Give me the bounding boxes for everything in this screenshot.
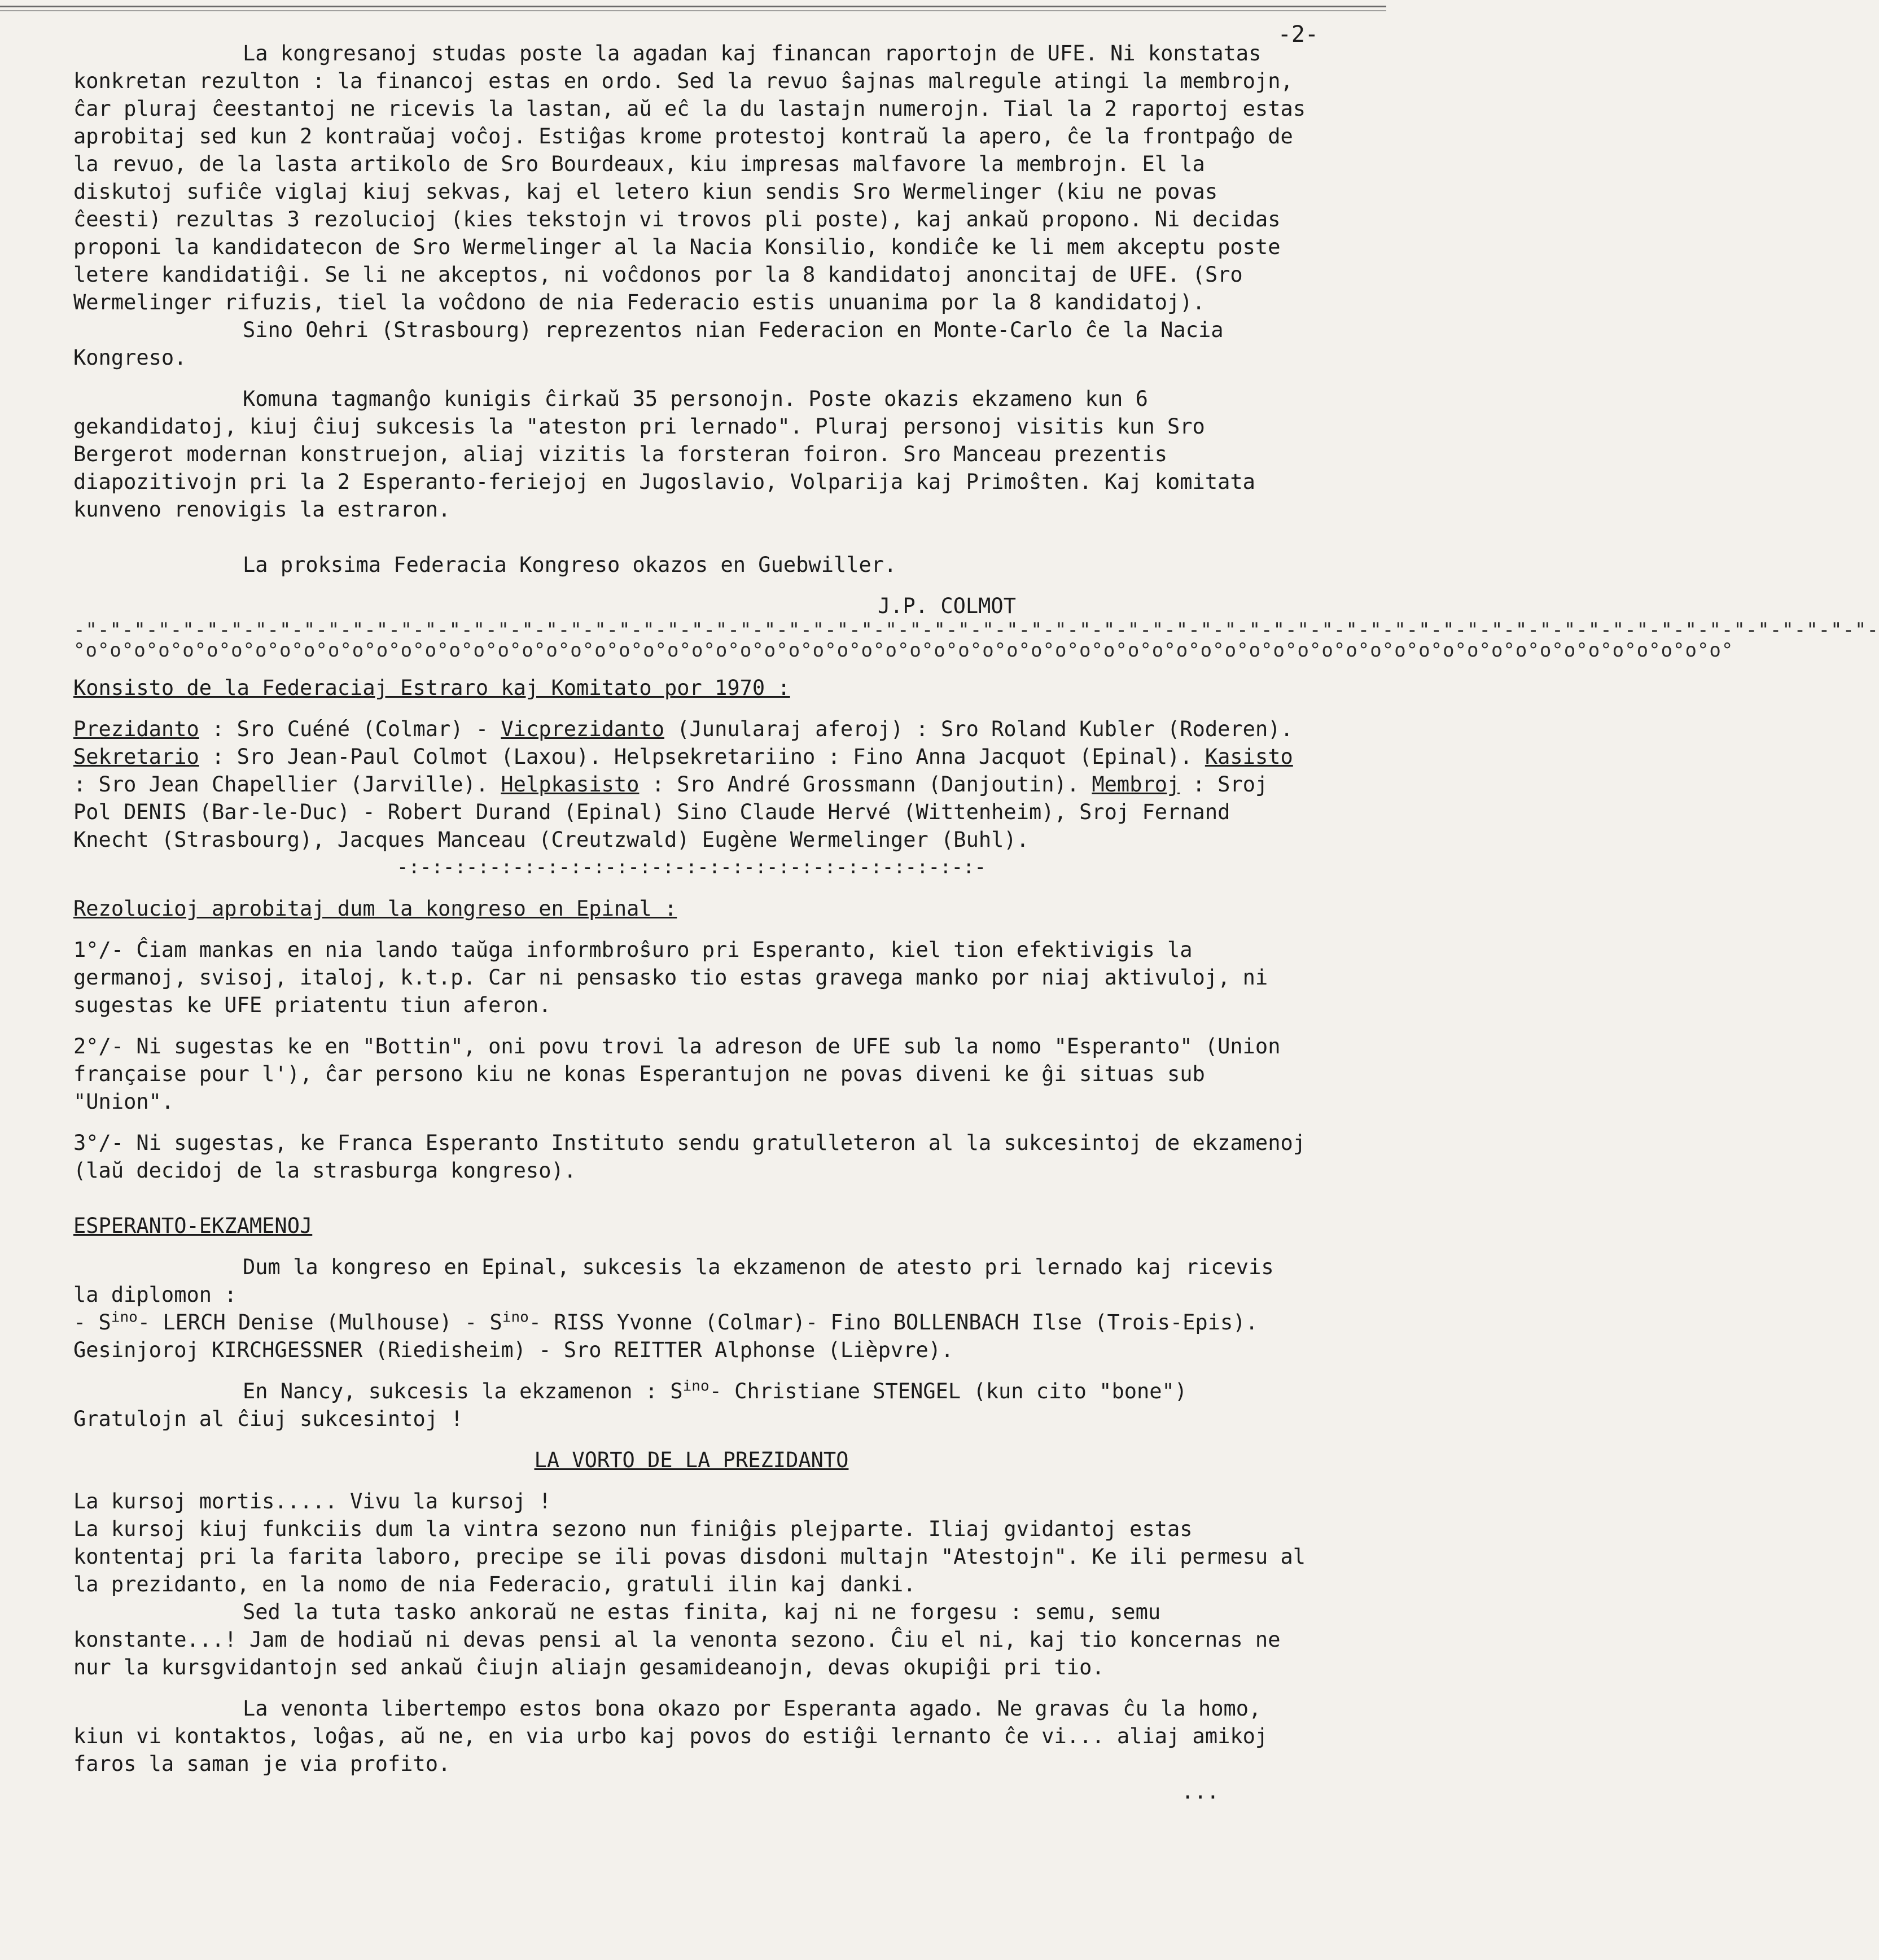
prezidanto-line1: La kursoj mortis..... Vivu la kursoj ! [73, 1489, 551, 1513]
paragraph-raportoj: La kongresanoj studas poste la agadan kaj financan raportojn de UFE. Ni konstatas konkretan rezulton : la financoj estas en ordo. Sed la revuo ŝajnas malregule atingi la membrojn, ĉar pluraj ĉeestantoj ne ricevis la lastan, aŭ eĉ la du lastajn numerojn. Tial la 2 raportoj estas aprobitaj sed kun 2 kontraŭaj voĉoj. Estiĝas krome protestoj kontraŭ la apero, ĉe la frontpaĝo de la revuo, de la lasta artikolo de Sro Bourdeaux, kiu impresas malfavore la membrojn. El la diskutoj sufiĉe viglaj kiuj sekvas, kaj el letero kiun sendis Sro Wermelinger (kiu ne povas ĉeesti) rezultas 3 rezolucioj (kies tekstojn vi trovos pli poste), kaj ankaŭ propono. Ni decidas proponi la kandidatecon de Sro Wermelinger al la Nacia Konsilio, kondiĉe ke li mem akceptu poste letere kandidatiĝi. Se li ne akceptos, ni voĉdonos por la 8 kandidatoj anoncitaj de UFE. (Sro Wermelinger rifuzis, tiel la voĉdono de nia Federacio estis unuanima por la 8 kandidatoj). [73, 41, 1319, 314]
top-rule [0, 6, 1386, 7]
vicprezidanto-text: (Junularaj aferoj) : Sro Roland Kubler (Roderen). [664, 717, 1306, 741]
sup-ino-1: ino [111, 1309, 138, 1326]
membroj-label: Membroj [1092, 772, 1180, 797]
nancy-part-2: - Christiane STENGEL (kun cito "bone") [709, 1379, 1188, 1403]
ekzamenoj-heading: ESPERANTO-EKZAMENOJ [73, 1214, 313, 1238]
estraro-list [73, 715, 1309, 854]
sukcesintoj-part-2: - RISS Yvonne (Colmar)- Fino BOLLENBACH Ilse (Trois-Epis). Gesinjoroj KIRCHGESSNER (Riedisheim) - Sro REITTER Alphonse (Lièpvre). [73, 1310, 1271, 1362]
helpkasisto-text: : Sro André Grossmann (Danjoutin). [639, 772, 1092, 797]
ekzamenoj-intro: Dum la kongreso en Epinal, sukcesis la ekzamenon de atesto pri lernado kaj ricevis la diplomon : [73, 1255, 1286, 1307]
page-number: -2- [1277, 21, 1319, 47]
rezolucioj-heading: Rezolucioj aprobitaj dum la kongreso en Epinal : [73, 896, 677, 921]
prezidanto-heading: LA VORTO DE LA PREZIDANTO [534, 1448, 849, 1472]
separator: -:-:-:-:-:-:-:-:-:-:-:-:-:-:-:-:-:-:-:-:-:-:-:-:-:- [397, 856, 986, 878]
paragraph-reprezentanto: Sino Oehri (Strasbourg) reprezentos nian Federacion en Monte-Carlo ĉe la Nacia Kongreso. [73, 318, 1236, 370]
nancy-part-1: En Nancy, sukcesis la ekzamenon : S [243, 1379, 683, 1403]
top-rule-2 [0, 10, 1386, 11]
sup-ino-2: ino [502, 1309, 529, 1326]
paragraph-proksima-kongreso: La proksima Federacia Kongreso okazos en Guebwiller. [243, 553, 897, 577]
rezolucio-3: 3°/- Ni sugestas, ke Franca Esperanto Instituto sendu gratulleteron al la sukcesintoj de ekzamenoj (laŭ decidoj de la strasburga kongreso). [73, 1131, 1319, 1183]
prezidanto-text: : Sro Cuéné (Colmar) - [199, 717, 501, 741]
prezidanto-para3: La venonta libertempo estos bona okazo por Esperanta agado. Ne gravas ĉu la homo, kiun vi kontaktos, loĝas, aŭ ne, en via urbo kaj povos do estiĝi lernanto ĉe vi... aliaj amikoj faros la saman je via profito. [73, 1696, 1281, 1776]
sup-ino-3: ino [682, 1377, 709, 1395]
kasisto-label: Kasisto [1205, 745, 1293, 769]
vicprezidanto-label: Vicprezidanto [501, 717, 664, 741]
sekretario-text: : Sro Jean-Paul Colmot (Laxou). Helpsekretariino : Fino Anna Jacquot (Epinal). [199, 745, 1205, 769]
ending-dots: ... [1181, 1779, 1219, 1804]
ekzamenoj-nancy [73, 1377, 1309, 1405]
prezidanto-label: Prezidanto [73, 717, 199, 741]
kasisto-text: : Sro Jean Chapellier (Jarville). [73, 745, 1306, 797]
rezolucio-2: 2°/- Ni sugestas ke en "Bottin", oni povu trovi la adreson de UFE sub la nomo "Esperanto" (Union française pour l'), ĉar persono kiu ne konas Esperantujon ne povas diveni ke ĝi situas sub "Union". [73, 1034, 1293, 1114]
document-body [73, 40, 1879, 1805]
sekretario-label: Sekretario [73, 745, 199, 769]
prezidanto-para1: La kursoj kiuj funkciis dum la vintra sezono nun finiĝis plejparte. Iliaj gvidantoj estas kontentaj pri la farita laboro, precipe se ili povas disdoni multajn "Atestojn". Ke ili permesu al la prezidanto, en la nomo de nia Federacio, gratuli ilin kaj danki. [73, 1517, 1319, 1596]
sinjorino-prefix-1: - S [73, 1310, 111, 1335]
rezolucio-1: 1°/- Ĉiam mankas en nia lando taŭga informbroŝuro pri Esperanto, kiel tion efektivigis la germanoj, svisoj, italoj, k.t.p. Car ni pensasko tio estas gravega manko por niaj aktivuloj, ni sugestas ke UFE priatentu tiun aferon. [73, 938, 1281, 1017]
membroj-text: : Sroj Pol DENIS (Bar-le-Duc) - Robert Durand (Epinal) Sino Claude Hervé (Wittenheim), Sroj Fernand Knecht (Strasbourg), Jacques Manceau (Creutzwald) Eugène Wermelinger (Buhl). [73, 772, 1281, 852]
signature: J.P. COLMOT [877, 594, 1016, 618]
prezidanto-para2: Sed la tuta tasko ankoraŭ ne estas finita, kaj ni ne forgesu : semu, semu konstante...! Jam de hodiaŭ ni devas pensi al la venonta sezono. Ĉiu el ni, kaj tio koncernas ne nur la kursgvidantojn sed ankaŭ ĉiujn aliajn gesamideanojn, devas okupiĝi pri tio. [73, 1600, 1293, 1679]
helpkasisto-label: Helpkasisto [501, 772, 640, 797]
ekzamenoj-sukcesintoj [73, 1309, 1309, 1364]
divider-bottom: °o°o°o°o°o°o°o°o°o°o°o°o°o°o°o°o°o°o°o°o°o°o°o°o°o°o°o°o°o°o°o°o°o°o°o°o°o°o°o°o°o°o°o°o°o°o°o°o°o°o°o°o°o°o°o°o°o°o°o°o°o°o°o°o°o°o°o°o° [73, 639, 1734, 662]
ekzamenoj-gratulo: Gratulojn al ĉiuj sukcesintoj ! [73, 1407, 463, 1431]
estraro-heading: Konsisto de la Federaciaj Estraro kaj Komitato por 1970 : [73, 676, 790, 700]
sukcesintoj-part-1: - LERCH Denise (Mulhouse) - S [137, 1310, 502, 1335]
paragraph-tagmango: Komuna tagmanĝo kunigis ĉirkaŭ 35 personojn. Poste okazis ekzameno kun 6 gekandidatoj, kiuj ĉiuj sukcesis la "ateston pri lernado". Pluraj personoj visitis kun Sro Bergerot modernan konstruejon, aliaj vizitis la forsteran foiron. Sro Manceau prezentis diapozitivojn pri la 2 Esperanto-feriejoj en Jugoslavio, Volparija kaj Primoŝten. Kaj komitata kunveno renovigis la estraron. [73, 387, 1268, 522]
divider-top: -"-"-"-"-"-"-"-"-"-"-"-"-"-"-"-"-"-"-"-"-"-"-"-"-"-"-"-"-"-"-"-"-"-"-"-"-"-"-"-"-"-"-"-"-"-"-"-"-"-"-"-"-"-"-"-"-"-"-"-"-"-"-"-"-"-"-"-"-"-"-"-"-"-"- [73, 619, 1879, 641]
